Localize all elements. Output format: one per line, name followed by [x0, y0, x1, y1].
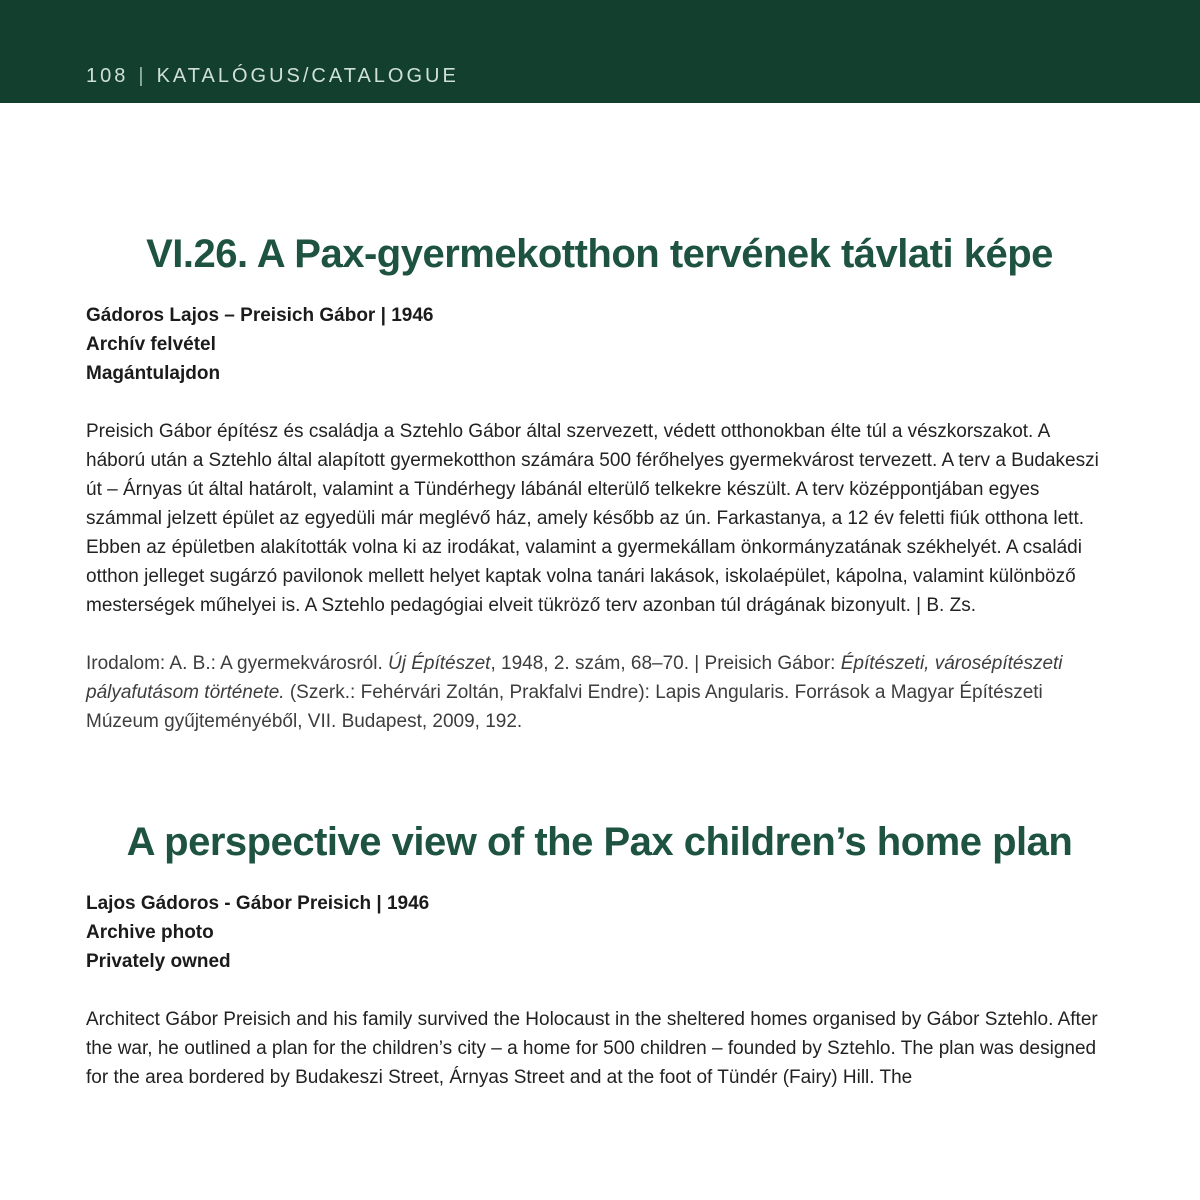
medium-english: Archive photo	[86, 922, 214, 943]
body-text-hungarian: Preisich Gábor építész és családja a Sztehlo Gábor által szervezett, védett otthonokban élte túl a vészkorszakot. A háború után a Sztehlo által alapított gyermekotthon számára 500 férőhelyes gyermekvárost tervezett. A terv a Budakeszi út – Árnyas út által határolt, valamint a Tündérhegy lábánál elterülő telkekre készült. A terv középpontjában egyes számmal jelzett épület az egyedüli már meglévő ház, amely később az ún. Farkastanya, a 12 év feletti fiúk otthona lett. Ebben az épületben alakították volna ki az irodákat, valamint a gyermekállam önkormányzatának székhelyét. A családi otthon jelleget sugárzó pavilonok mellett helyet kaptak volna tanári lakások, iskolaépület, kápolna, valamint különböző mesterségek műhelyei is. A Sztehlo pedagógiai elveit tükröző terv azonban túl drágának bizonyult. | B. Zs.	[86, 421, 1099, 616]
ownership-english: Privately owned	[86, 951, 231, 972]
metadata-english	[86, 889, 1113, 976]
metadata-hungarian	[86, 301, 1113, 388]
medium-hungarian: Archív felvétel	[86, 334, 216, 355]
entry-title-hungarian: VI.26. A Pax-gyermekotthon tervének távlati képe	[146, 232, 1053, 276]
running-header	[86, 65, 459, 88]
header-divider: |	[138, 65, 147, 87]
authors-year-english: Lajos Gádoros - Gábor Preisich | 1946	[86, 893, 430, 914]
entry-title-english: A perspective view of the Pax children’s home plan	[126, 820, 1073, 864]
ownership-hungarian: Magántulajdon	[86, 363, 221, 384]
page-content	[0, 103, 1200, 1092]
body-text-english: Architect Gábor Preisich and his family survived the Holocaust in the sheltered homes organised by Gábor Sztehlo. After the war, he outlined a plan for the children’s city – a home for 500 children – founded by Sztehlo. The plan was designed for the area bordered by Budakeszi Street, Árnyas Street and at the foot of Tündér (Fairy) Hill. The	[86, 1009, 1098, 1088]
page-header-bar	[0, 0, 1200, 103]
bibliography: Irodalom: A. B.: A gyermekvárosról. Új Építészet, 1948, 2. szám, 68–70. | Preisich Gábor: Építészeti, városépítészeti pályafutásom története. (Szerk.: Fehérvári Zoltán, Prakfalvi Endre): Lapis Angularis. Források a Magyar Építészeti Múzeum gyűjteményéből, VII. Budapest, 2009, 192.	[86, 653, 1063, 732]
page-number: 108	[86, 65, 129, 87]
authors-year-hungarian: Gádoros Lajos – Preisich Gábor | 1946	[86, 305, 434, 326]
section-label: KATALÓGUS/CATALOGUE	[156, 65, 459, 87]
